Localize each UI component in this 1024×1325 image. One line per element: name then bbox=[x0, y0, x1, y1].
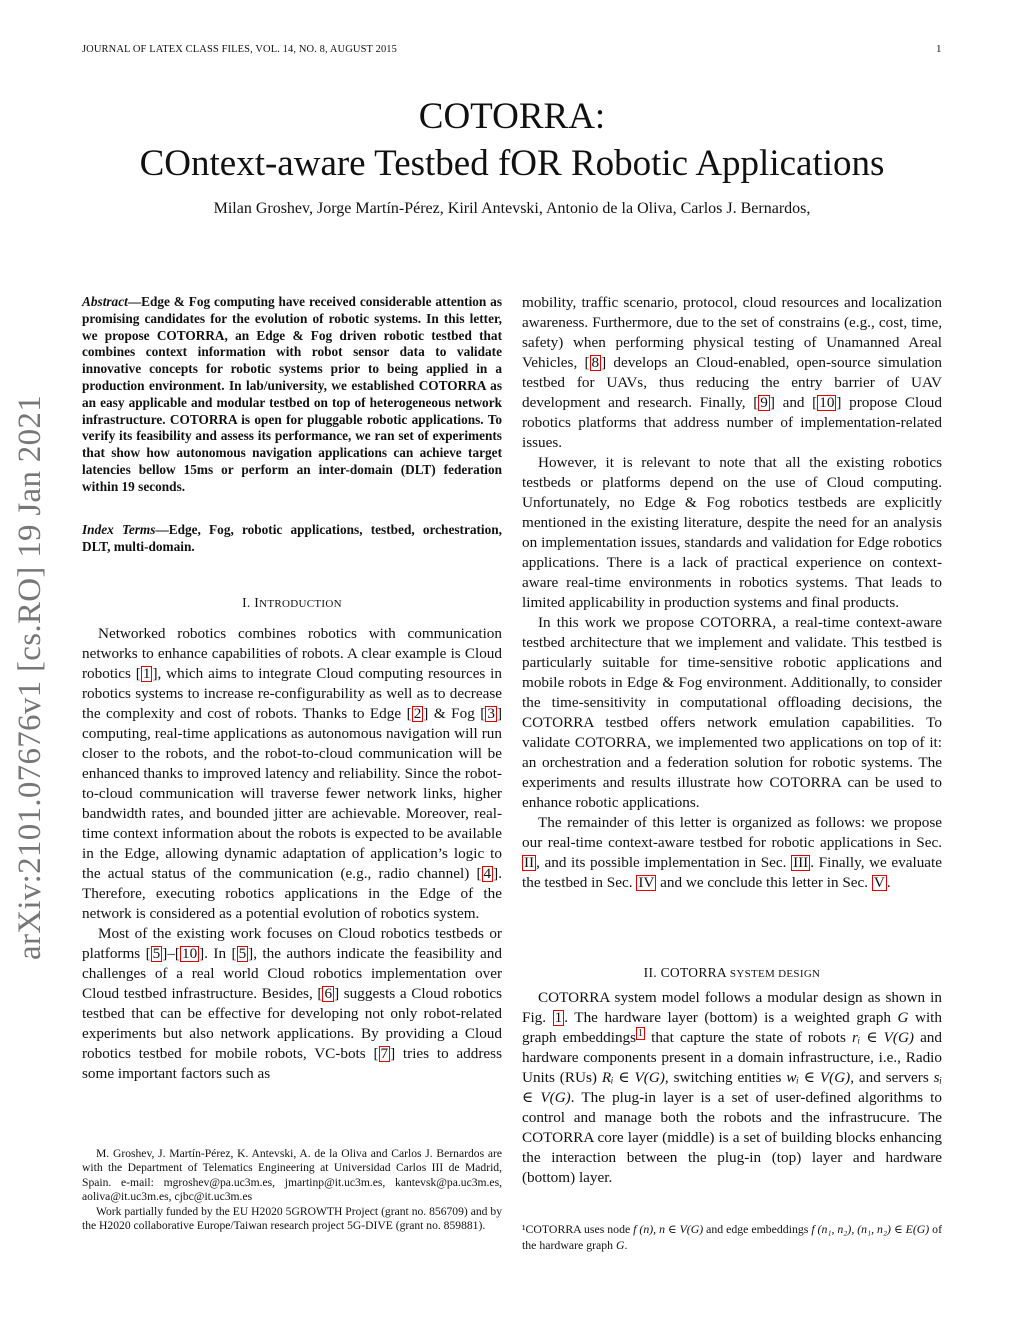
figure-link[interactable]: 1 bbox=[554, 1009, 563, 1026]
citation-link[interactable]: 7 bbox=[380, 1045, 389, 1062]
math-expression: f (n), n ∈ V(G) bbox=[633, 1222, 704, 1236]
math-expression: rᵢ ∈ V(G) bbox=[851, 1029, 914, 1046]
section-title-rest: SYSTEM DESIGN bbox=[729, 968, 821, 980]
intro-paragraph-2-continued: mobility, traffic scenario, protocol, cloud resources and localization awareness. Furthermore, due to the set of constrains (e.g., cost, time, safety) when performing physical testing of Unamanned Areal Vehicles, [ 8 ] develops an Cloud-enabled, open-source simulation testbed for UAVs, thus reducing the entry barrier of UAV development and research. Finally, [ 9 ] and [ 10 ] propose Cloud robotics platforms that address number of implementation-related issues. bbox=[522, 294, 943, 451]
math-expression: sᵢ ∈ V(G) bbox=[522, 1069, 942, 1106]
text-run: , switching entities bbox=[664, 1069, 787, 1086]
text-run: . Therefore, executing robotics applications in the Edge of the network is considered as a potential evolution of robotics system. bbox=[82, 865, 502, 922]
text-run: computing, real-time applications as autonomous navigation will run closer to the robots, and the robot-to-cloud communication will be enhanced thanks to improved latency and reliability. Since the robot-to-cloud communication will traverse fewer network links, higher bandwidth rates, and bounded jitter are achievable. Moreover, real-time context information about the robots is expected to be available in the Edge, allowing dynamic adaptation of application’s logic to the actual status of the communication (e.g., radio channel) bbox=[82, 725, 502, 882]
running-header: JOURNAL OF LATEX CLASS FILES, VOL. 14, NO. 8, AUGUST 2015 bbox=[82, 44, 397, 55]
section-number: I. bbox=[242, 595, 255, 610]
citation-link[interactable]: 3 bbox=[487, 705, 495, 722]
index-terms-text: —Edge, Fog, robotic applications, testbed, orchestration, DLT, multi-domain. bbox=[82, 522, 502, 554]
citation-link[interactable]: 10 bbox=[181, 945, 198, 962]
abstract-text: —Edge & Fog computing have received considerable attention as promising candidates for the evolution of robotic systems. In this letter, we propose COTORRA, an Edge & Fog driven robotic testbed that combines context information with robot sensor data to validate innovative concepts for robotic systems prior to being applied in a production environment. In lab/university, we established COTORRA as an easy applicable and modular testbed on top of heterogeneous network infrastructure. COTORRA is open for pluggable robotic applications. To verify its feasibility and assess its performance, we ran set of experiments that show how autonomous navigation applications can achieve target latencies bellow 15ms or perform an inter-domain (DLT) federation within 19 seconds. bbox=[82, 294, 502, 494]
text-run: , the authors indicate the feasibility and challenges of a real world Cloud robotics implementation over Cloud testbed infrastructure. Besides, bbox=[82, 945, 502, 1002]
citation-link[interactable]: 10 bbox=[819, 394, 835, 411]
text-run: and bbox=[774, 394, 813, 411]
math-expression: f (n₁, n₂), (n₁, n₂) ∈ E(G) bbox=[811, 1222, 930, 1236]
text-run: , and its possible implementation in Sec. bbox=[536, 854, 792, 871]
abstract bbox=[82, 294, 502, 496]
citation-link[interactable]: 8 bbox=[591, 354, 600, 371]
footnote-mark: ¹ bbox=[522, 1222, 526, 1236]
text-run: . bbox=[624, 1238, 628, 1252]
text-run: . The plug-in layer is a set of user-defined algorithms to control and manage both the robots and the infrastrucure. The COTORRA core layer (middle) is a set of building blocks enhancing the interaction between the plug-in (top) layer and hardware (bottom) layer. bbox=[522, 1089, 942, 1186]
section-title-rest: NTRODUCTION bbox=[259, 598, 342, 610]
text-run: , which aims to integrate Cloud computing resources in robotics systems to increase re-configurability as well as to decrease the complexity and cost of robots. Thanks to Edge bbox=[82, 665, 502, 722]
math-expression: wᵢ ∈ V(G) bbox=[786, 1069, 851, 1086]
section-initial: I bbox=[254, 595, 260, 610]
citation-link[interactable]: 6 bbox=[324, 985, 333, 1002]
text-run: Most of the existing work focuses on Cloud robotics testbeds or platforms bbox=[82, 925, 502, 962]
text-run: . The hardware layer (bottom) is a weighted graph bbox=[564, 1009, 898, 1026]
citation-link[interactable]: 5 bbox=[152, 945, 161, 962]
intro-paragraph-2: Most of the existing work focuses on Cloud robotics testbeds or platforms [ 5 ]–[ 10 ]. In [ 5 ], the authors indicate the feasibility and challenges of a real world Cloud robotics implementation over Cloud testbed infrastructure. Besides, [ 6 ] suggests a Cloud robotics testbed that can be effective for developing not only robot-related experiments but also network applications. By providing a Cloud robotics testbed for mobile robots, VC-bots [ 7 ] tries to address some important factors such as bbox=[82, 925, 503, 1082]
text-run: COTORRA uses node bbox=[525, 1222, 634, 1236]
text-run: with graph embeddings bbox=[522, 1009, 942, 1046]
intro-paragraph-5 bbox=[522, 813, 942, 893]
index-terms-label: Index Terms bbox=[82, 522, 156, 537]
text-run: . Finally, we evaluate the testbed in Sec. bbox=[522, 854, 942, 891]
text-run: COTORRA system model follows a modular design as shown in Fig. bbox=[522, 989, 942, 1026]
arxiv-identifier: arXiv:2101.07676v1 [cs.RO] 19 Jan 2021 bbox=[12, 394, 48, 960]
citation-link[interactable]: 4 bbox=[483, 865, 492, 882]
right-column-body bbox=[522, 293, 942, 893]
citation-link[interactable]: 5 bbox=[238, 945, 247, 962]
paper-title-line1: COTORRA: bbox=[418, 96, 606, 137]
embedding-footnote bbox=[522, 1221, 942, 1253]
section-number: II. COTORRA bbox=[643, 965, 730, 980]
affiliation-text: M. Groshev, J. Martín-Pérez, K. Antevski, A. de la Oliva and Carlos J. Bernardos are with the Department of Telematics Engineering at Universidad Carlos III de Madrid, Spain. e-mail: mgroshev@pa.uc3m.es, jmartinp@it.uc3m.es, kantevsk@pa.uc3m.es, aoliva@it.uc3m.es, cjbc@it.uc3m.es bbox=[82, 1147, 502, 1204]
math-symbol: G bbox=[616, 1238, 625, 1252]
text-run: . In bbox=[204, 945, 232, 962]
page-number: 1 bbox=[936, 43, 942, 55]
section-heading-introduction bbox=[82, 595, 502, 611]
text-run: that capture the state of robots bbox=[645, 1029, 852, 1046]
text-run: mobility, traffic scenario, protocol, cloud resources and localization awareness. Furthermore, due to the set of constrains (e.g., cost, time, safety) when performing physical testing of Unamanned Areal Vehicles, bbox=[522, 294, 942, 371]
intro-paragraph-1: Networked robotics combines robotics with communication networks to enhance capabilities of robots. A clear example is Cloud robotics [ 1 ], which aims to integrate Cloud computing resources in robotics systems to increase re-configurability as well as to decrease the complexity and cost of robots. Thanks to Edge [ 2 ] & Fog [ 3 ] computing, real-time applications as autonomous navigation will run closer to the robots, and the robot-to-cloud communication will be enhanced thanks to improved latency and reliability. Since the robot-to-cloud communication will traverse fewer network links, higher bandwidth rates, and bounded jitter are achievable. Moreover, real-time context information about the robots is expected to be available in the Edge, allowing dynamic adaptation of application’s logic to the actual status of the communication (e.g., radio channel) [ 4 ]. Therefore, executing robotics applications in the Edge of the network is considered as a potential evolution of robotics system. bbox=[82, 625, 502, 922]
text-run: – bbox=[167, 945, 175, 962]
system-design-body bbox=[522, 988, 942, 1188]
math-expression: Rᵢ ∈ V(G) bbox=[601, 1069, 665, 1086]
math-symbol: G bbox=[897, 1009, 909, 1026]
index-terms bbox=[82, 522, 502, 556]
intro-paragraph-4: In this work we propose COTORRA, a real-time context-aware testbed architecture that we implement and validate. This testbed is particularly suitable for time-sensitive robotic applications and mobile robots in Edge & Fog environment. Additionally, to consider the time-sensitivity in computational offloading decisions, the COTORRA testbed offers network emulation capabilities. To validate COTORRA, we implemented two applications on top of it: an orchestration and a federation solution for robotic systems. The experiments and results illustrate how COTORRA can be used to enhance robotic applications. bbox=[522, 614, 942, 811]
abstract-label: Abstract bbox=[82, 294, 128, 309]
text-run: and edge embeddings bbox=[703, 1222, 812, 1236]
text-run: , and servers bbox=[850, 1069, 934, 1086]
text-run: & Fog bbox=[428, 705, 481, 722]
section-heading-system-design bbox=[522, 965, 942, 981]
author-list: Milan Groshev, Jorge Martín-Pérez, Kiril Antevski, Antonio de la Oliva, Carlos J. Bernardos, bbox=[213, 200, 811, 217]
text-run: propose Cloud robotics platforms that address number of implementation-related issues. bbox=[522, 394, 942, 451]
text-run: of the hardware graph bbox=[522, 1222, 943, 1252]
intro-paragraph-3: However, it is relevant to note that all the existing robotics testbeds or platforms depend on the use of Cloud computing. Unfortunately, no Edge & Fog robotics testbeds are explicitly mentioned in the existing literature, despite the need for an analysis on implementation issues, standards and validation for Edge robotics applications. There is a lack of practical experience on context-aware real-time environments in robotics systems. That leads to limited applicability in production systems and final products. bbox=[522, 454, 942, 611]
system-design-paragraph-1 bbox=[522, 988, 942, 1188]
arxiv-sidebar bbox=[12, 394, 52, 990]
section-link[interactable]: V bbox=[873, 874, 885, 891]
citation-link[interactable]: 2 bbox=[413, 705, 422, 722]
left-column-body bbox=[82, 624, 502, 1084]
citation-link[interactable]: 9 bbox=[760, 394, 768, 411]
affiliation-footnote bbox=[82, 1147, 502, 1233]
text-run: suggests a Cloud robotics testbed that can be effective for developing not only robot-related experiments but also network applications. By providing a Cloud robotics testbed for mobile robots, VC-bots bbox=[82, 985, 503, 1062]
funding-text: Work partially funded by the EU H2020 5GROWTH Project (grant no. 856709) and by the H2020 collaborative Europe/Taiwan research project 5G-DIVE (grant no. 859881). bbox=[82, 1204, 502, 1233]
section-link[interactable]: IV bbox=[638, 874, 655, 891]
text-run: and hardware components present in a domain infrastructure, i.e., Radio Units (RUs) bbox=[522, 1029, 942, 1086]
paper-title-line2: COntext-aware Testbed fOR Robotic Applications bbox=[139, 143, 885, 184]
text-run: The remainder of this letter is organized as follows: we propose our real-time context-aware testbed for robotic applications in Sec. bbox=[522, 814, 942, 851]
citation-link[interactable]: 1 bbox=[142, 665, 151, 682]
text-run: . bbox=[886, 874, 891, 891]
footnote-link[interactable]: 1 bbox=[638, 1027, 644, 1039]
text-run: tries to address some important factors such as bbox=[82, 1045, 502, 1082]
text-run: Networked robotics combines robotics with communication networks to enhance capabilities of robots. A clear example is Cloud robotics bbox=[82, 625, 502, 682]
section-link[interactable]: III bbox=[793, 854, 809, 871]
text-run: develops an Cloud-enabled, open-source simulation testbed for UAVs, thus reducing the entry barrier of UAV development and research. Finally, bbox=[522, 354, 943, 411]
text-run: and we conclude this letter in Sec. bbox=[656, 874, 872, 891]
embedding-footnote-text bbox=[522, 1221, 942, 1253]
section-link[interactable]: II bbox=[524, 854, 535, 871]
